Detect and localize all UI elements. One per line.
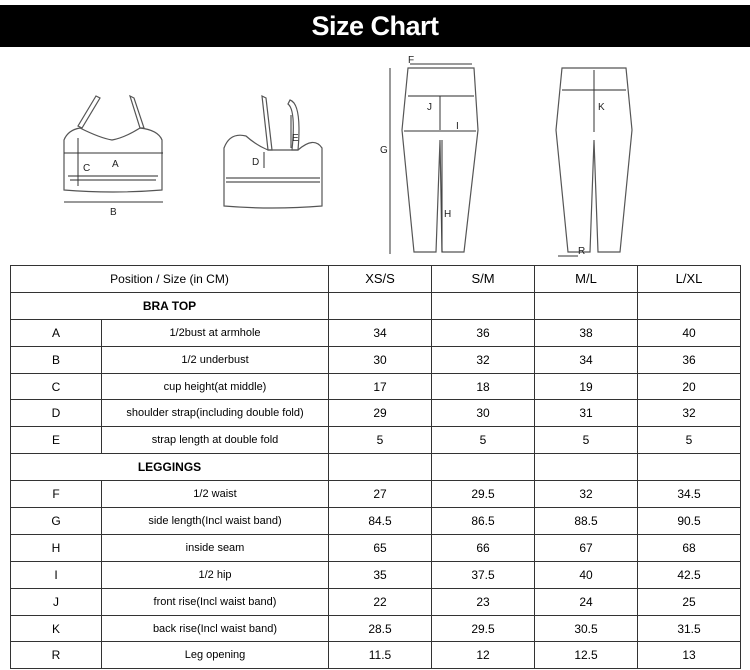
measurement-value: 20 — [638, 373, 741, 400]
size-header-2: M/L — [535, 266, 638, 293]
measurement-value: 34 — [535, 346, 638, 373]
measurement-value: 32 — [535, 481, 638, 508]
measurement-code: B — [11, 346, 102, 373]
measurement-value: 29.5 — [432, 481, 535, 508]
empty-cell — [638, 454, 741, 481]
table-row — [11, 642, 741, 669]
measurement-description: 1/2 waist — [102, 481, 329, 508]
measurement-value: 23 — [432, 588, 535, 615]
measurement-code: D — [11, 400, 102, 427]
measurement-value: 30.5 — [535, 615, 638, 642]
leggings-front-diagram — [402, 68, 478, 252]
measurement-value: 66 — [432, 534, 535, 561]
measurement-code: R — [11, 642, 102, 669]
measurement-code: I — [11, 561, 102, 588]
measurement-description: inside seam — [102, 534, 329, 561]
section-header-row — [11, 454, 741, 481]
measurement-value: 68 — [638, 534, 741, 561]
measurement-code: K — [11, 615, 102, 642]
leggings-front-measure-lines — [390, 64, 476, 254]
measurement-description: cup height(at middle) — [102, 373, 329, 400]
empty-cell — [329, 454, 432, 481]
table-row — [11, 346, 741, 373]
measurement-value: 84.5 — [329, 508, 432, 535]
measurement-description: shoulder strap(including double fold) — [102, 400, 329, 427]
size-table — [10, 265, 741, 669]
section-header-row — [11, 292, 741, 319]
label-d: D — [252, 157, 260, 168]
label-e: E — [292, 133, 299, 144]
measurement-value: 5 — [535, 427, 638, 454]
measurement-value: 12 — [432, 642, 535, 669]
table-row — [11, 561, 741, 588]
label-c: C — [83, 163, 91, 174]
measurement-value: 17 — [329, 373, 432, 400]
measurement-description: Leg opening — [102, 642, 329, 669]
measurement-value: 19 — [535, 373, 638, 400]
label-r: R — [578, 246, 586, 257]
empty-cell — [535, 292, 638, 319]
table-row — [11, 534, 741, 561]
measurement-code: G — [11, 508, 102, 535]
measurement-description: 1/2 hip — [102, 561, 329, 588]
measurement-value: 32 — [432, 346, 535, 373]
measurement-value: 30 — [432, 400, 535, 427]
section-title: LEGGINGS — [11, 454, 329, 481]
label-f: F — [408, 55, 415, 66]
title-banner — [0, 5, 750, 47]
measurement-value: 29.5 — [432, 615, 535, 642]
size-header-3: L/XL — [638, 266, 741, 293]
measurement-value: 42.5 — [638, 561, 741, 588]
empty-cell — [329, 292, 432, 319]
size-header-1: S/M — [432, 266, 535, 293]
bra-back-measure-lines — [264, 115, 291, 168]
table-row — [11, 427, 741, 454]
measurement-description: side length(Incl waist band) — [102, 508, 329, 535]
position-size-header: Position / Size (in CM) — [11, 266, 329, 293]
table-row — [11, 400, 741, 427]
measurement-value: 40 — [535, 561, 638, 588]
measurement-value: 11.5 — [329, 642, 432, 669]
measurement-value: 38 — [535, 319, 638, 346]
empty-cell — [432, 292, 535, 319]
label-a: A — [112, 159, 119, 170]
empty-cell — [432, 454, 535, 481]
section-title: BRA TOP — [11, 292, 329, 319]
measurement-value: 32 — [638, 400, 741, 427]
measurement-value: 86.5 — [432, 508, 535, 535]
measurement-code: H — [11, 534, 102, 561]
table-header-row — [11, 266, 741, 293]
measurement-value: 22 — [329, 588, 432, 615]
table-row — [11, 508, 741, 535]
table-row — [11, 588, 741, 615]
page-title: Size Chart — [311, 11, 439, 41]
measurement-value: 28.5 — [329, 615, 432, 642]
measurement-code: E — [11, 427, 102, 454]
measurement-value: 31.5 — [638, 615, 741, 642]
empty-cell — [638, 292, 741, 319]
measurement-value: 65 — [329, 534, 432, 561]
size-table-body — [11, 266, 741, 669]
bra-back-diagram — [224, 96, 322, 208]
measurement-value: 24 — [535, 588, 638, 615]
label-k: K — [598, 102, 605, 113]
measurement-value: 5 — [638, 427, 741, 454]
measurement-description: strap length at double fold — [102, 427, 329, 454]
measurement-value: 90.5 — [638, 508, 741, 535]
measurement-value: 5 — [432, 427, 535, 454]
measurement-value: 34 — [329, 319, 432, 346]
label-i: I — [456, 121, 459, 132]
measurement-value: 25 — [638, 588, 741, 615]
measurement-diagrams — [0, 50, 750, 265]
size-header-0: XS/S — [329, 266, 432, 293]
measurement-description: 1/2 underbust — [102, 346, 329, 373]
measurement-value: 31 — [535, 400, 638, 427]
measurement-value: 27 — [329, 481, 432, 508]
measurement-value: 13 — [638, 642, 741, 669]
measurement-value: 34.5 — [638, 481, 741, 508]
table-row — [11, 319, 741, 346]
label-b: B — [110, 207, 117, 218]
measurement-value: 67 — [535, 534, 638, 561]
leggings-back-measure-lines — [558, 70, 594, 256]
measurement-value: 88.5 — [535, 508, 638, 535]
measurement-code: J — [11, 588, 102, 615]
empty-cell — [535, 454, 638, 481]
measurement-value: 35 — [329, 561, 432, 588]
measurement-value: 12.5 — [535, 642, 638, 669]
label-h: H — [444, 209, 452, 220]
measurement-value: 18 — [432, 373, 535, 400]
measurement-value: 29 — [329, 400, 432, 427]
label-j: J — [427, 102, 432, 113]
measurement-description: back rise(Incl waist band) — [102, 615, 329, 642]
table-row — [11, 615, 741, 642]
bra-front-diagram — [64, 96, 162, 192]
measurement-value: 36 — [432, 319, 535, 346]
measurement-description: 1/2bust at armhole — [102, 319, 329, 346]
measurement-value: 37.5 — [432, 561, 535, 588]
label-g: G — [380, 145, 388, 156]
measurement-value: 5 — [329, 427, 432, 454]
measurement-value: 36 — [638, 346, 741, 373]
measurement-description: front rise(Incl waist band) — [102, 588, 329, 615]
measurement-value: 30 — [329, 346, 432, 373]
measurement-value: 40 — [638, 319, 741, 346]
measurement-code: F — [11, 481, 102, 508]
table-row — [11, 373, 741, 400]
measurement-code: A — [11, 319, 102, 346]
table-row — [11, 481, 741, 508]
measurement-code: C — [11, 373, 102, 400]
